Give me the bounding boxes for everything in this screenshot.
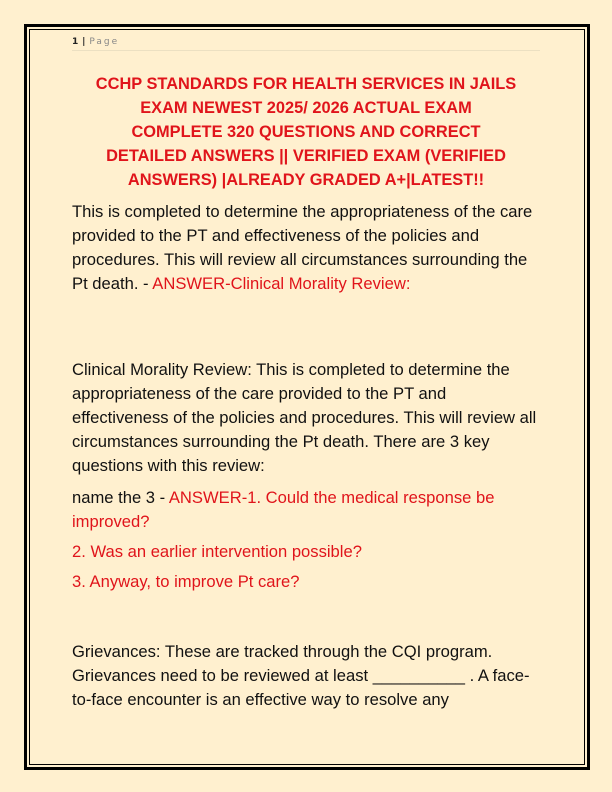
qa-item-2 <box>72 358 542 478</box>
question-text: Grievances: These are tracked through the CQI program. Grievances need to be reviewed at least __________ . A face-to-face encounter is an effective way to resolve any <box>72 642 530 709</box>
answer-line: 3. Anyway, to improve Pt care? <box>72 572 300 591</box>
title-line: COMPLETE 320 QUESTIONS AND CORRECT <box>131 123 481 141</box>
answer-text: ANSWER-Clinical Morality Review: <box>152 274 411 293</box>
document-title <box>60 72 552 192</box>
page-number: 1 <box>72 37 79 47</box>
qa-item-1 <box>72 200 542 296</box>
header-separator: | <box>82 37 86 47</box>
page-header <box>72 36 540 51</box>
qa-item-3 <box>72 486 542 594</box>
title-line: DETAILED ANSWERS || VERIFIED EXAM (VERIFIED <box>106 147 506 165</box>
answer-line: 2. Was an earlier intervention possible? <box>72 542 362 561</box>
title-line: ANSWERS) |ALREADY GRADED A+|LATEST!! <box>127 171 485 189</box>
answer-text: ANSWER-1. Could the medical response be improved? <box>72 488 495 531</box>
page-label: Page <box>89 37 120 47</box>
title-line: CCHP STANDARDS FOR HEALTH SERVICES IN JAILS <box>95 75 517 93</box>
question-text: name the 3 - <box>72 488 169 507</box>
qa-item-4 <box>72 640 542 712</box>
title-line: EXAM NEWEST 2025/ 2026 ACTUAL EXAM <box>140 99 472 117</box>
question-text: This is completed to determine the appropriateness of the care provided to the PT and effectiveness of the policies and procedures. This will review all circumstances surrounding the Pt death. - <box>72 202 533 293</box>
question-text: Clinical Morality Review: This is completed to determine the appropriateness of the care provided to the PT and effectiveness of the policies and procedures. This will review all circumstances surrounding the Pt death. There are 3 key questions with this review: <box>72 360 537 475</box>
